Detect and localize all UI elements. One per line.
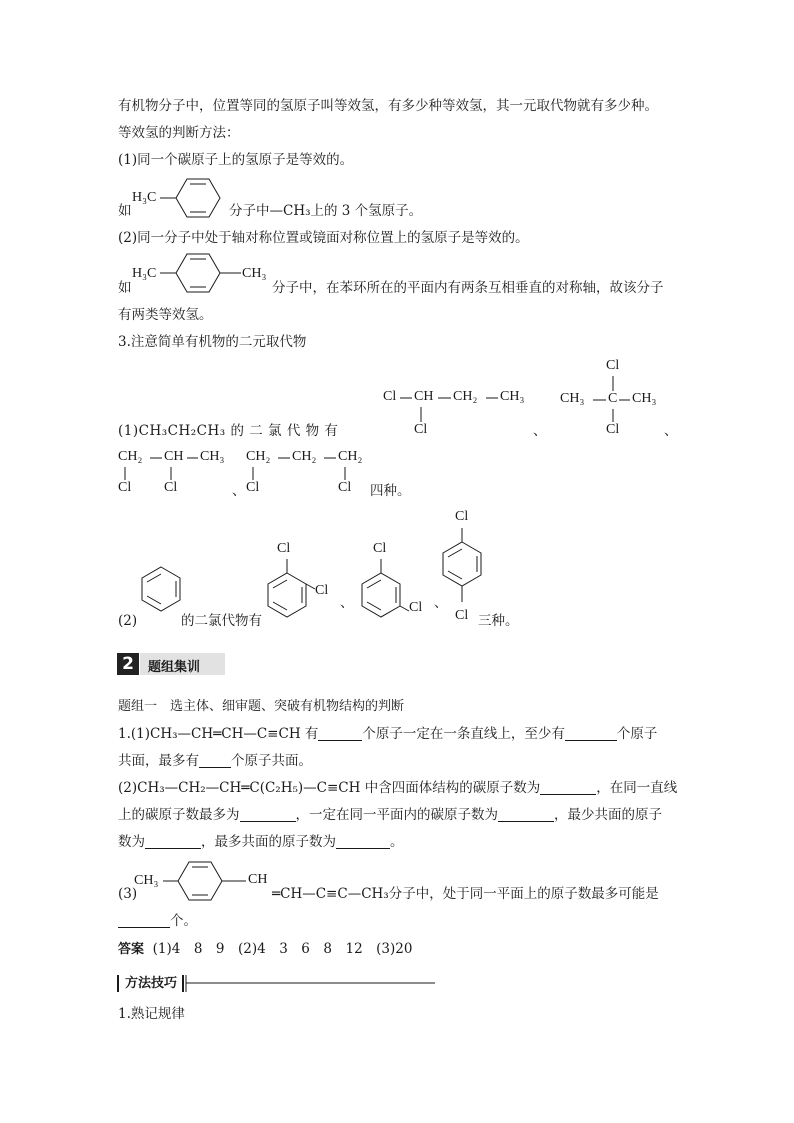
q2-b: ，在同一直线 xyxy=(596,780,678,796)
answer-label: 答案 xyxy=(118,942,145,957)
s3-cl-1: Cl xyxy=(118,480,132,495)
meta-cl-1: Cl xyxy=(373,541,387,556)
benzene-suffix: 三种。 xyxy=(478,613,519,629)
benzene-mid: 的二氯代物有 xyxy=(181,613,262,629)
tips-title: 方法技巧 xyxy=(125,976,178,991)
benzene-sep-1: 、 xyxy=(340,595,354,611)
q2-e: ，最少共面的原子 xyxy=(554,807,662,823)
ortho-cl-1: Cl xyxy=(277,541,291,556)
q3-end: 个。 xyxy=(170,913,197,929)
rule1-ru: 如 xyxy=(118,203,132,219)
benzene-sep-2: 、 xyxy=(434,595,448,611)
rule2-title: (2)同一分子中处于轴对称位置或镜面对称位置上的氢原子是等效的。 xyxy=(118,230,529,246)
section-number: 2 xyxy=(117,653,139,675)
q1-b: 个原子一定在一条直线上，至少有 xyxy=(362,726,565,742)
q2-d: ，一定在同一平面内的碳原子数为 xyxy=(295,807,498,823)
q2-h: 。 xyxy=(390,834,404,850)
group1-title: 题组一 选主体、细审题、突破有机物结构的判断 xyxy=(118,699,405,714)
intro-line-2: 等效氢的判断方法： xyxy=(118,125,240,141)
rule3-sep-1: 、 xyxy=(533,423,547,439)
rule3-suffix: 四种。 xyxy=(370,483,411,499)
s4-ch2-a: CH₂ xyxy=(246,449,271,464)
rule1-text: 分子中—CH₃上的 3 个氢原子。 xyxy=(229,203,423,219)
s4-cl-1: Cl xyxy=(246,480,260,495)
q2-f: 数为 xyxy=(118,834,145,850)
s4-ch2-b: CH₂ xyxy=(292,449,317,464)
s1-ch: CH xyxy=(414,389,434,404)
s1-ch3: CH₃ xyxy=(500,389,525,404)
benzene-prefix: (2) xyxy=(118,613,138,629)
s1-ch2: CH₂ xyxy=(453,389,478,404)
s2-ch3-right: CH₃ xyxy=(632,391,657,406)
q1-a: 1.(1)CH₃—CH═CH—C≡CH 有 xyxy=(118,726,319,742)
rule3-propane-prefix: (1)CH₃CH₂CH₃ 的 二 氯 代 物 有 xyxy=(118,423,339,439)
section-title: 题组集训 xyxy=(148,660,201,675)
q3-ch: CH xyxy=(248,872,268,887)
answer-text: (1)4 8 9 (2)4 3 6 8 12 (3)20 xyxy=(152,941,413,957)
q1-d: 共面，最多有 xyxy=(118,753,199,769)
q1-c: 个原子 xyxy=(616,726,658,742)
rule2-ch3-right: CH₃ xyxy=(242,266,267,281)
rule2-ru: 如 xyxy=(118,280,132,296)
s2-ch3-left: CH₃ xyxy=(560,391,585,406)
ortho-cl-2: Cl xyxy=(315,583,329,598)
rule-memory-title: 1.熟记规律 xyxy=(118,1006,185,1022)
s2-c: C xyxy=(608,391,618,406)
meta-cl-2: Cl xyxy=(409,600,423,615)
q1-e: 个原子共面。 xyxy=(231,753,312,769)
para-cl-2: Cl xyxy=(455,608,469,623)
q2-g: ，最多共面的原子数为 xyxy=(201,834,336,850)
para-cl-1: Cl xyxy=(455,509,469,524)
s1-cl: Cl xyxy=(383,389,397,404)
rule3-sep-2: 、 xyxy=(664,423,678,439)
s4-cl-2: Cl xyxy=(338,480,352,495)
rule3-sep-3: 、 xyxy=(232,483,246,499)
q3-prefix: (3) xyxy=(118,886,138,902)
rule2-text: 分子中，在苯环所在的平面内有两条互相垂直的对称轴，故该分子 xyxy=(272,280,664,296)
rule1-title: (1)同一个碳原子上的氢原子是等效的。 xyxy=(118,152,354,168)
s3-cl-2: Cl xyxy=(164,480,178,495)
s1-cl-below: Cl xyxy=(414,422,428,437)
rule2-h3c: H₃C xyxy=(132,266,157,281)
q2-a: (2)CH₃—CH₂—CH═C(C₂H₅)—C≡CH 中含四面体结构的碳原子数为 xyxy=(118,780,541,796)
s3-ch3: CH₃ xyxy=(200,449,225,464)
s3-ch: CH xyxy=(164,449,184,464)
q2-c: 上的碳原子数最多为 xyxy=(118,807,240,823)
s4-ch2-c: CH₂ xyxy=(338,449,363,464)
q3-ch3: CH₃ xyxy=(134,873,159,888)
s2-cl-bottom: Cl xyxy=(606,422,620,437)
rule3-title: 3.注意简单有机物的二元取代物 xyxy=(118,334,307,350)
s3-ch2: CH₂ xyxy=(118,449,143,464)
q3-tail: ═CH—C≡C—CH₃分子中，处于同一平面上的原子数最多可能是 xyxy=(272,886,659,902)
rule2-text-2: 有两类等效氢。 xyxy=(118,307,213,323)
intro-line-1: 有机物分子中，位置等同的氢原子叫等效氢，有多少种等效氢，其一元取代物就有多少种。 xyxy=(118,98,658,114)
rule1-h3c: H₃C xyxy=(132,190,157,205)
s2-cl-top: Cl xyxy=(606,358,620,373)
